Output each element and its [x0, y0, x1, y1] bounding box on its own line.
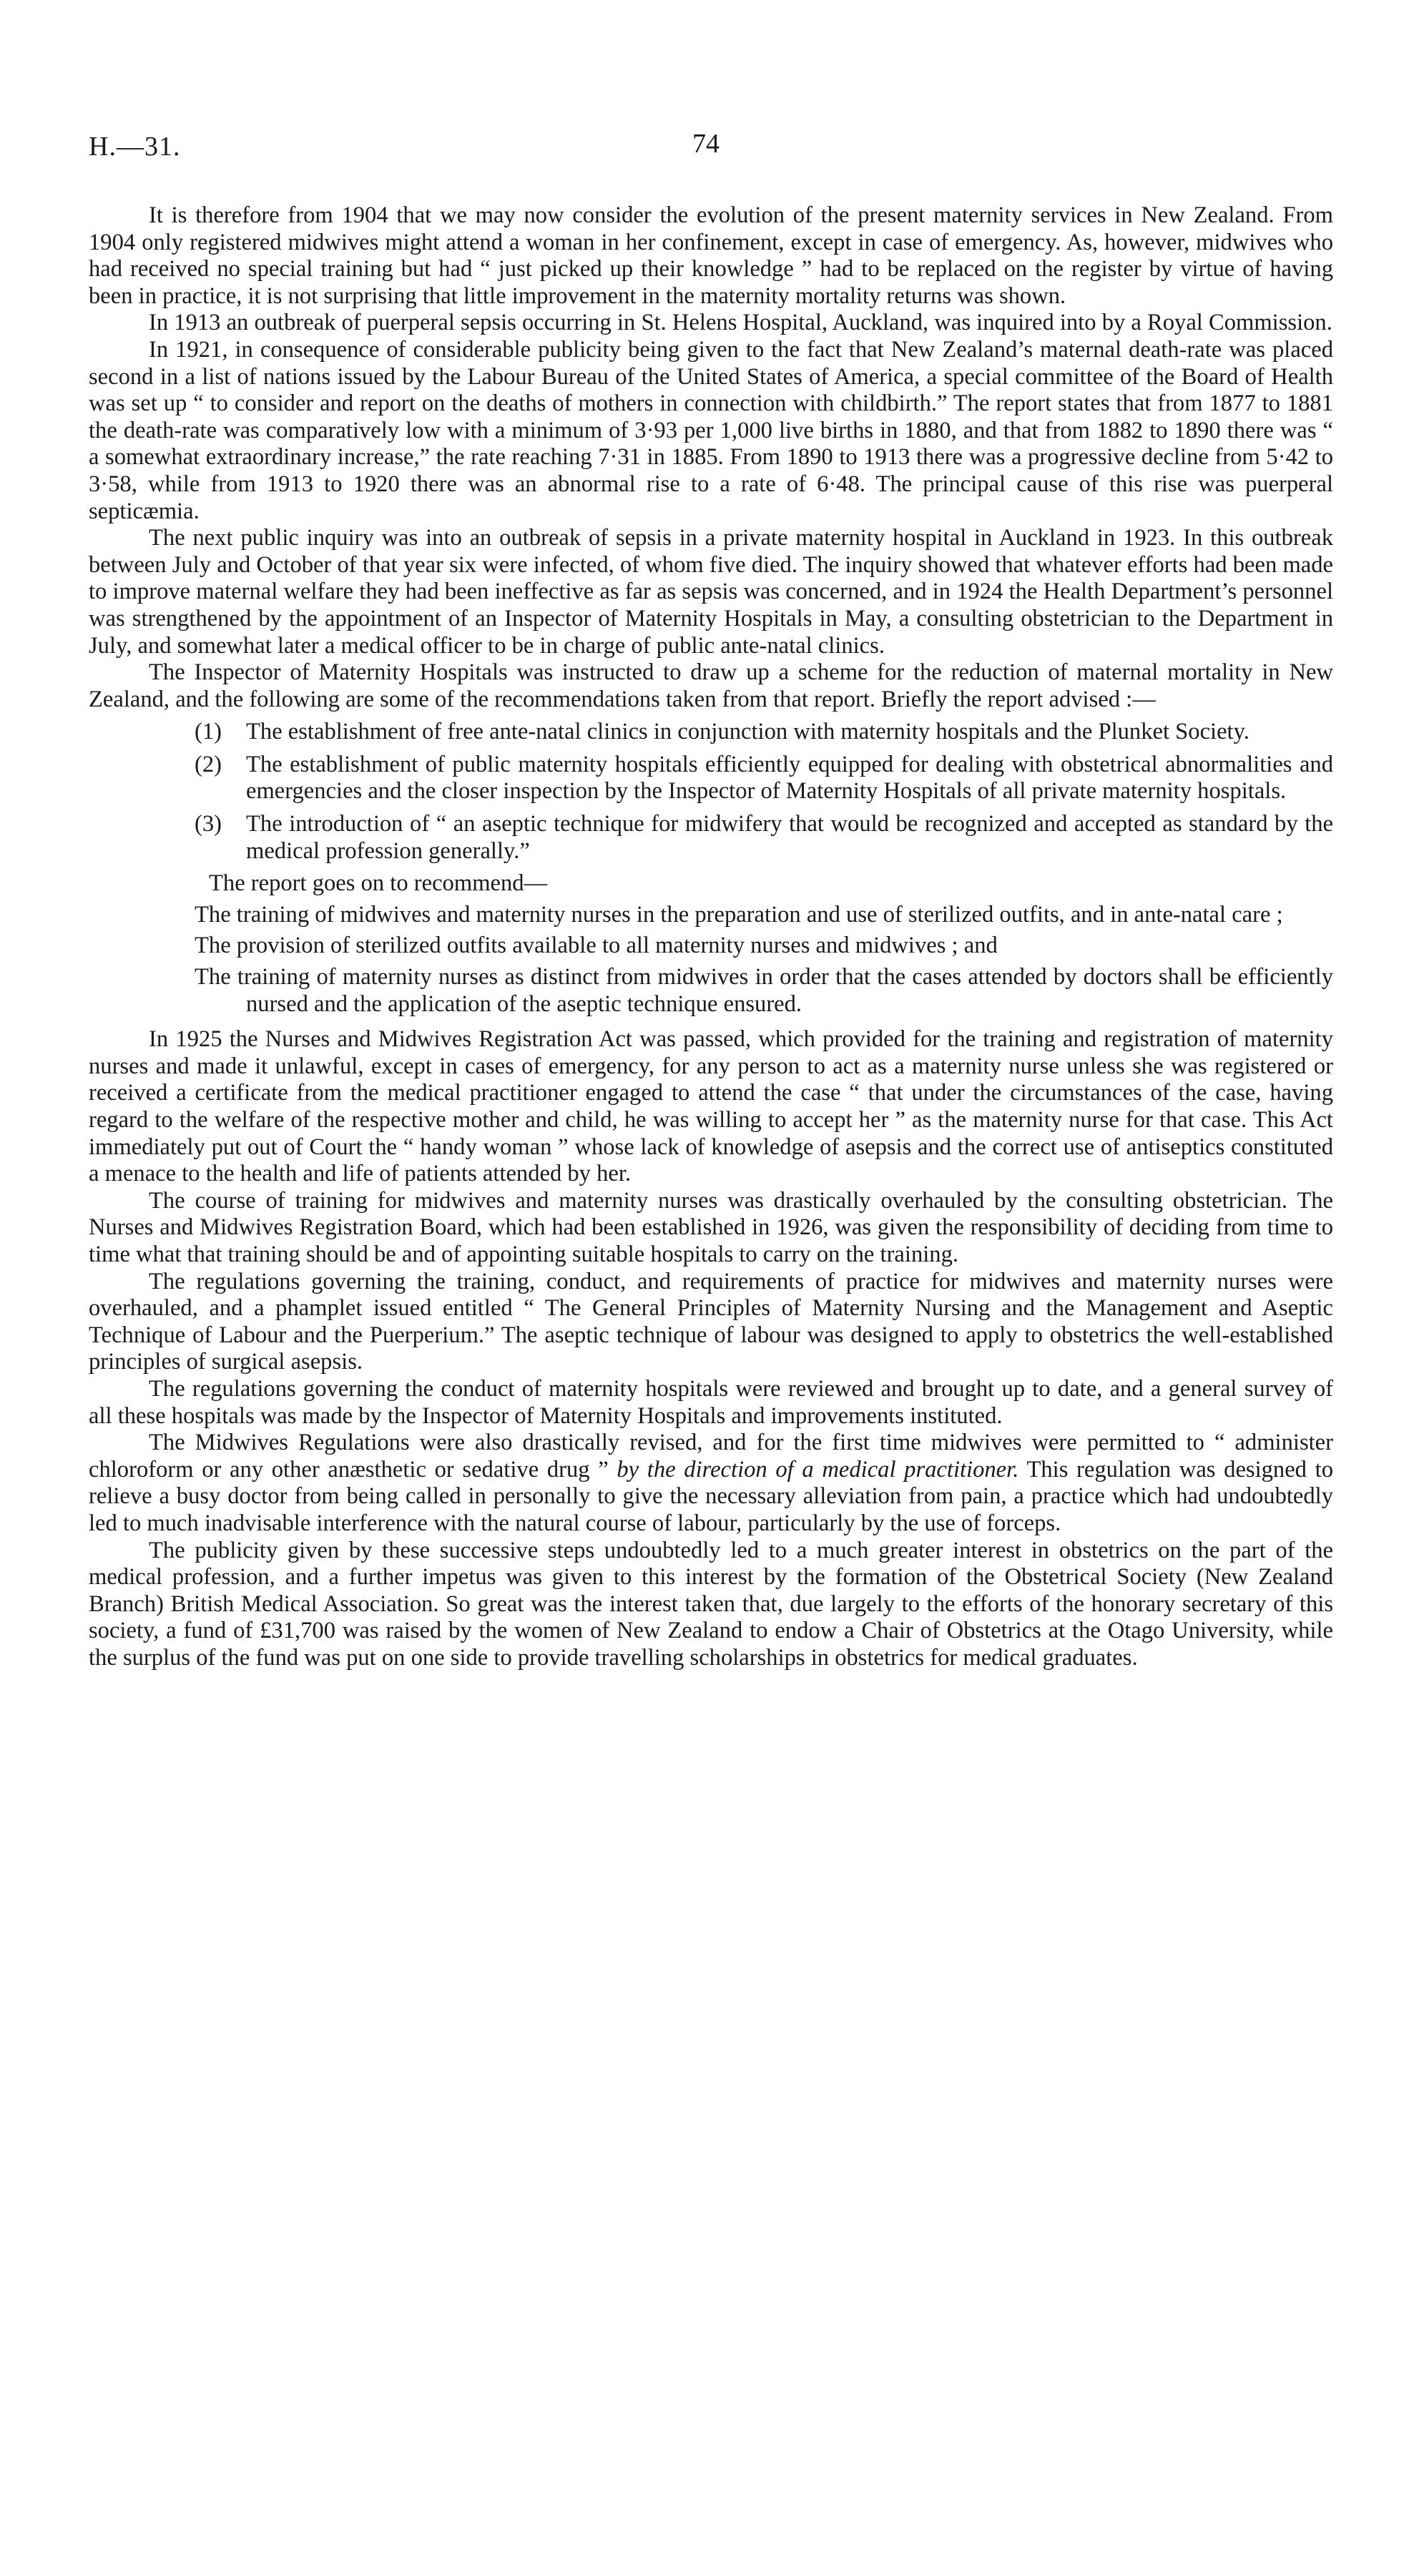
list-item-number: (2) — [195, 751, 222, 777]
advised-list — [89, 719, 1333, 865]
paragraph-11: The publicity given by these successive steps undoubtedly led to a much greater interest in obstetrics on the part of the medical profession, and a further impetus was given to this interest by the formation of the Obstetrical Society (New Zealand Branch) British Medical Association. So great was the interest taken that, due largely to the efforts of the honorary secretary of this society, a fund of £31,700 was raised by the women of New Zealand to endow a Chair of Obstetrics at the Otago University, while the surplus of the fund was put on one side to provide travelling scholarships in obstetrics for medical graduates. — [89, 1537, 1333, 1671]
list-item-number: (3) — [195, 811, 222, 837]
paragraph-3: In 1921, in consequence of considerable publicity being given to the fact that New Zealand’s maternal death-rate was placed second in a list of nations issued by the Labour Bureau of the United States of America, a special committee of the Board of Health was set up “ to consider and report on the deaths of mothers in connection with childbirth.” The report states that from 1877 to 1881 the death-rate was comparatively low with a minimum of 3·93 per 1,000 live births in 1880, and that from 1882 to 1890 there was “ a somewhat extraordinary increase,” the rate reaching 7·31 in 1885. From 1890 to 1913 there was a progressive decline from 5·42 to 3·58, while from 1913 to 1920 there was an abnormal rise to a rate of 6·48. The principal cause of this rise was puerperal septicæmia. — [89, 336, 1333, 524]
paragraph-5: The Inspector of Maternity Hospitals was instructed to draw up a scheme for the reduction of maternal mortality in New Zealand, and the following are some of the recommendations taken from that report. Briefly the report advised :— — [89, 659, 1333, 712]
list-item-text: The introduction of “ an aseptic technique for midwifery that would be recognized and accepted as standard by the medical profession generally.” — [246, 811, 1333, 864]
paragraph-8: The regulations governing the training, conduct, and requirements of practice for midwives and maternity nurses were overhauled, and a phamplet issued entitled “ The General Principles of Maternity Nursing and the Management and Aseptic Technique of Labour and the Puerperium.” The aseptic technique of labour was designed to apply to obstetrics the well-established principles of surgical asepsis. — [89, 1268, 1333, 1375]
paragraph-6: In 1925 the Nurses and Midwives Registration Act was passed, which provided for the training and registration of maternity nurses and made it unlawful, except in cases of emergency, for any person to act as a maternity nurse unless she was registered or received a certificate from the medical practitioner engaged to attend the case “ that under the circumstances of the case, having regard to the welfare of the respective mother and child, he was willing to accept her ” as the maternity nurse for that case. This Act immediately put out of Court the “ handy woman ” whose lack of knowledge of asepsis and the correct use of antiseptics constituted a menace to the health and life of patients attended by her. — [89, 1026, 1333, 1187]
paragraph-2: In 1913 an outbreak of puerperal sepsis occurring in St. Helens Hospital, Auckland, was inquired into by a Royal Commission. — [149, 310, 1332, 336]
list-item — [89, 811, 1333, 865]
page-number: 74 — [692, 129, 720, 159]
paragraph-10 — [89, 1430, 1333, 1537]
body-text — [89, 202, 1333, 1671]
recommend-list — [89, 902, 1333, 1018]
paragraph-1: It is therefore from 1904 that we may now consider the evolution of the present maternity services in New Zealand. From 1904 only registered midwives might attend a woman in her confinement, except in case of emergency. As, however, midwives who had received no special training but had “ just picked up their knowledge ” had to be replaced on the register by virtue of having been in practice, it is not surprising that little improvement in the maternity mortality returns was shown. — [89, 202, 1333, 309]
page-header — [0, 131, 1419, 167]
paragraph-7: The course of training for midwives and maternity nurses was drastically overhauled by the consulting obstetrician. The Nurses and Midwives Registration Board, which had been established in 1926, was given the responsibility of deciding from time to time what that training should be and of appointing suitable hospitals to carry on the training. — [89, 1187, 1333, 1267]
paragraph-10-text-a: The Midwives Regulations were also drastically revised, and for the first time midwives were permitted to “ administer chloroform or any other anæsthetic or sedative drug ” — [89, 1430, 1333, 1483]
paragraph-10-italic: by the direction of a medical practitioner. — [617, 1456, 1019, 1483]
list-item: The training of maternity nurses as distinct from midwives in order that the cases attended by doctors shall be efficiently nursed and the application of the aseptic technique ensured. — [195, 964, 1333, 1017]
paragraph-4: The next public inquiry was into an outbreak of sepsis in a private maternity hospital in Auckland in 1923. In this outbreak between July and October of that year six were infected, of whom five died. The inquiry showed that whatever efforts had been made to improve maternal welfare they had been ineffective as far as sepsis was concerned, and in 1924 the Health Department’s personnel was strengthened by the appointment of an Inspector of Maternity Hospitals in May, a consulting obstetrician to the Department in July, and somewhat later a medical officer to be in charge of public ante-natal clinics. — [89, 525, 1333, 659]
list-item — [89, 752, 1333, 805]
list-item-text: The establishment of public maternity hospitals efficiently equipped for dealing with obstetrical abnormalities and emergencies and the closer inspection by the Inspector of Maternity Hospitals of all private maternity hospitals. — [246, 751, 1333, 805]
list-item-text: The establishment of free ante-natal clinics in conjunction with maternity hospitals and the Plunket Society. — [246, 719, 1249, 745]
list-item: The training of midwives and maternity nurses in the preparation and use of sterilized outfits, and in ante-natal care ; — [195, 901, 1283, 928]
report-intro: The report goes on to recommend— — [209, 870, 548, 897]
paragraph-10-text-b: This regulation was designed to relieve a busy doctor from being called in personally to give the necessary alleviation from pain, a practice which had undoubtedly led to much inadvisable interference with the natural course of labour, particularly by the use of forceps. — [89, 1456, 1333, 1536]
list-item-number: (1) — [195, 719, 222, 745]
list-item — [89, 719, 1333, 746]
document-code: H.—31. — [89, 132, 181, 162]
paragraph-9: The regulations governing the conduct of maternity hospitals were reviewed and brought up to date, and a general survey of all these hospitals was made by the Inspector of Maternity Hospitals and improvements instituted. — [89, 1375, 1333, 1429]
list-item: The provision of sterilized outfits available to all maternity nurses and midwives ; and — [195, 933, 998, 959]
